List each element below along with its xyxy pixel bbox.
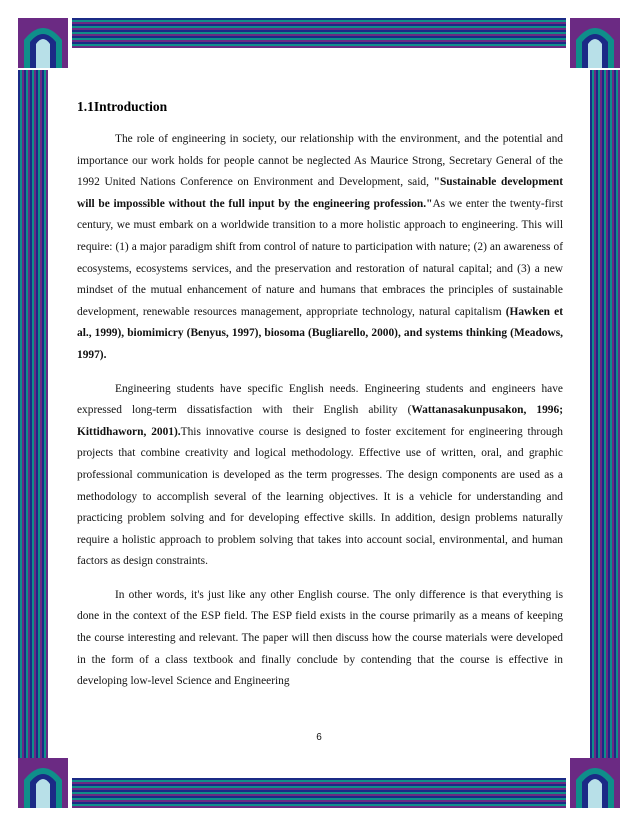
decorative-border-bottom — [72, 778, 566, 808]
decorative-border-left — [18, 70, 48, 760]
paragraph-1 — [77, 129, 563, 367]
gothic-arch-corner-icon — [12, 12, 74, 74]
decorative-border-top — [72, 18, 566, 48]
gothic-arch-corner-icon — [564, 12, 626, 74]
paragraph-text: Engineering students have specific English needs. Engineering students and engineers have expressed long-term dissatisfaction with their English ability ( — [77, 382, 563, 417]
section-heading: 1.1Introduction — [77, 99, 168, 114]
gothic-arch-corner-icon — [12, 752, 74, 814]
paragraph-bold-citation: (Hawken et al., 1999), biomimicry (Benyus, 1997), biosoma (Bugliarello, 2000), and systems thinking (Meadows, 1997). — [77, 305, 563, 361]
decorative-border-right — [590, 70, 620, 760]
paragraph-text: As we enter the twenty-first century, we must embark on a worldwide transition to a more holistic approach to engineering. This will require: (1) a major paradigm shift from control of nature to participation with nature; (2) an awareness of ecosystems, ecosystems services, and the preservation and restoration of natural capital; and (3) a new mindset of the mutual enhancement of nature and humans that embraces the principles of sustainable development, renewable resources management, appropriate technology, natural capitalism — [77, 197, 563, 318]
paragraph-bold-citation: Wattanasakunpusakon, 1996; Kittidhaworn, 2001). — [77, 404, 563, 438]
document-body — [77, 98, 563, 705]
paragraph-text: The role of engineering in society, our relationship with the environment, and the potential and importance our work holds for people cannot be neglected As Maurice Strong, Secretary General of the 1992 United Nations Conference on Environment and Development, said, — [77, 133, 563, 189]
paragraph-bold-quote: "Sustainable development will be impossible without the full input by the engineering profession." — [77, 176, 563, 210]
page-number: 6 — [316, 732, 322, 743]
paragraph-text: In other words, it's just like any other English course. The only difference is that everything is done in the context of the ESP field. The ESP field exists in the course primarily as a means of keeping the course interesting and relevant. The paper will then discuss how the course materials were developed in the form of a class textbook and finally conclude by contending that the course is effective in developing low-level Science and Engineering — [77, 588, 563, 688]
paragraph-3 — [77, 585, 563, 693]
paragraph-2 — [77, 379, 563, 573]
paragraph-text: This innovative course is designed to foster excitement for engineering through projects that combine creativity and logical methodology. Effective use of written, oral, and graphic professional communication is developed as the term progresses. The design components are used as a methodology to accomplish several of the learning objectives. It is a vehicle for understanding and practicing problem solving and for developing effective skills. In addition, design problems naturally require a holistic approach to problem solving that takes into account social, environmental, and human factors as design constraints. — [77, 425, 563, 568]
gothic-arch-corner-icon — [564, 752, 626, 814]
